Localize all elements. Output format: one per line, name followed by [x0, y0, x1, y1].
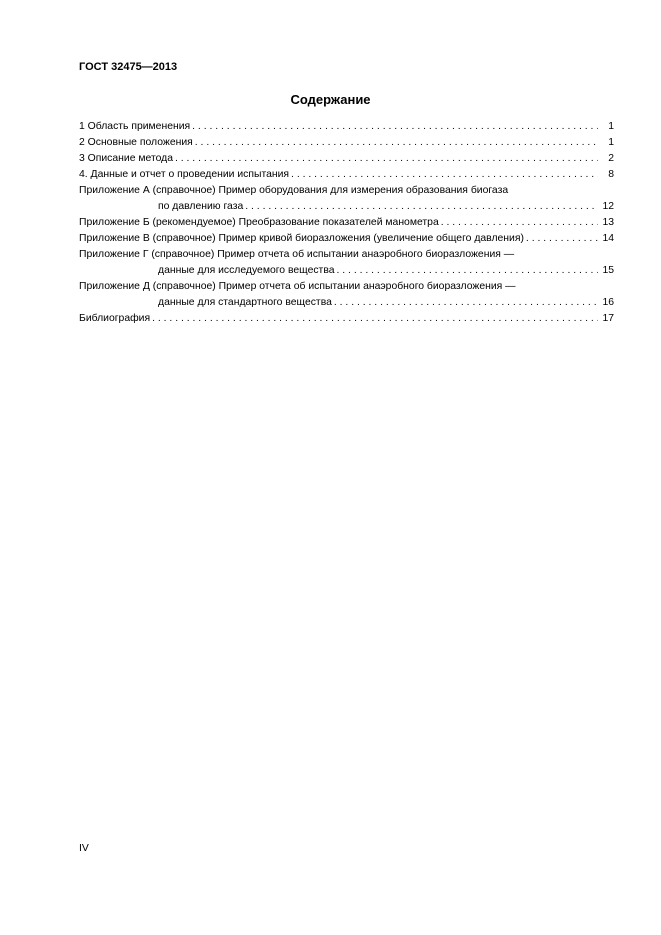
toc-page-number: 14: [602, 233, 614, 244]
toc-leader-dots: [526, 231, 598, 247]
toc-entry-title: Приложение Д (справочное) Пример отчета об испытании анаэробного биоразложения —: [79, 281, 516, 292]
toc-entry[interactable]: [79, 119, 614, 135]
toc-page-number: 1: [608, 137, 614, 148]
document-standard-number: ГОСТ 32475—2013: [79, 61, 178, 73]
toc-entry-title: 3 Описание метода: [79, 153, 173, 164]
toc-leader-dots: [195, 135, 598, 151]
toc-leader-dots: [152, 311, 598, 327]
table-of-contents: [79, 119, 614, 327]
toc-page-number: 17: [602, 313, 614, 324]
toc-leader-dots: [192, 119, 598, 135]
toc-entry-title: данные для исследуемого вещества: [158, 265, 335, 276]
page-title: Содержание: [290, 92, 371, 107]
toc-entry[interactable]: [79, 231, 614, 247]
toc-entry[interactable]: [79, 135, 614, 151]
toc-entry[interactable]: [79, 295, 614, 311]
toc-entry[interactable]: [79, 151, 614, 167]
toc-leader-dots: [337, 263, 599, 279]
page-number: IV: [79, 843, 89, 854]
toc-leader-dots: [175, 151, 598, 167]
toc-entry-title: Приложение А (справочное) Пример оборудования для измерения образования биогаза: [79, 185, 509, 196]
toc-entry-title: Библиография: [79, 313, 151, 324]
toc-leader-dots: [334, 295, 598, 311]
toc-entry[interactable]: [79, 199, 614, 215]
toc-page-number: 13: [602, 217, 614, 228]
toc-page-number: 8: [608, 169, 614, 180]
toc-entry[interactable]: [79, 311, 614, 327]
toc-entry-title: Приложение Б (рекомендуемое) Преобразование показателей манометра: [79, 217, 439, 228]
toc-entry-title: Приложение В (справочное) Пример кривой биоразложения (увеличение общего давления): [79, 233, 524, 244]
toc-page-number: 15: [602, 265, 614, 276]
toc-entry[interactable]: [79, 263, 614, 279]
toc-leader-dots: [441, 215, 598, 231]
toc-entry-title: Приложение Г (справочное) Пример отчета об испытании анаэробного биоразложения —: [79, 249, 515, 260]
toc-entry-title: 1 Область применения: [79, 121, 191, 132]
toc-entry[interactable]: [79, 279, 614, 295]
toc-entry-title: 2 Основные положения: [79, 137, 193, 148]
toc-page-number: 2: [608, 153, 614, 164]
toc-leader-dots: [245, 199, 598, 215]
toc-entry[interactable]: [79, 215, 614, 231]
toc-entry-title: данные для стандартного вещества: [158, 297, 332, 308]
toc-page-number: 16: [602, 297, 614, 308]
toc-entry[interactable]: [79, 167, 614, 183]
toc-entry[interactable]: [79, 247, 614, 263]
toc-page-number: 12: [602, 201, 614, 212]
toc-entry-title: 4. Данные и отчет о проведении испытания: [79, 169, 290, 180]
toc-entry-title: по давлению газа: [158, 201, 244, 212]
toc-entry[interactable]: [79, 183, 614, 199]
toc-page-number: 1: [608, 121, 614, 132]
toc-leader-dots: [291, 167, 598, 183]
